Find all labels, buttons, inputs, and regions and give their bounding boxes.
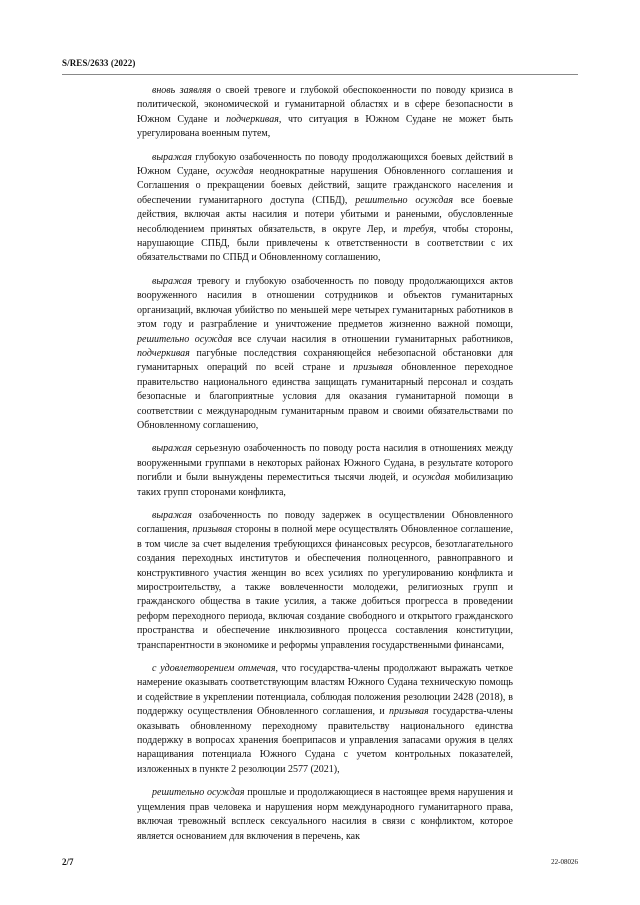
paragraph-text: обновленное переходное правительство национального единства защищать гуманитарный персонал и создать безопасные и благоприятные условия для оказания гуманитарной помощи в соответствии с международным гуманитарным правом и своими обязательствами по Обновленному соглашению, (137, 362, 513, 431)
paragraph-text: стороны в полной мере осуществлять Обновленное соглашение, в том числе за счет выделения требующихся финансовых ресурсов, безотлагательного создания переходных институтов и обеспечения полноценного, равноправного и конструктивного участия женщин во всех усилиях по урегулированию конфликта и миростроительству, а также вовлеченности молодежи, религиозных групп и гражданского общества в такие усилия, а также добиться прогресса в проведении реформ переходного периода, включая создание свободного и открытого гражданского пространства и обеспечение инклюзивного процесса составления конституции, транспарентности в экономике и реформы управления государственными финансами, (137, 524, 513, 651)
operative-phrase: вновь заявляя (152, 85, 212, 96)
operative-phrase: требуя (403, 223, 434, 235)
paragraph-text: , что ситуация в Южном Судане не может быть урегулирована военным путем, (137, 113, 513, 140)
operative-phrase: решительно осуждая (137, 333, 233, 345)
paragraph-text: озабоченность по поводу задержек в осуществлении Обновленного соглашения, (137, 509, 513, 536)
paragraph-text: , чтобы стороны, нарушающие СПБД, были привлечены к ответственности в соответствии с их обязательствами по СПБД и Обновленному соглашению, (137, 223, 513, 264)
operative-phrase: осуждая (215, 166, 254, 178)
preamble-paragraph (137, 151, 513, 266)
paragraph-text: о своей тревоге и глубокой обеспокоенности по поводу кризиса в политической, экономической и гуманитарной областях и в сфере безопасности в Южном Судане и (137, 85, 514, 125)
operative-phrase: решительно осуждая (355, 194, 453, 206)
preamble-paragraph (137, 786, 513, 844)
preamble-paragraph (137, 84, 513, 142)
preamble-paragraph (137, 442, 513, 500)
operative-phrase: подчеркивая (226, 113, 279, 125)
operative-phrase: осуждая (412, 472, 450, 484)
operative-phrase: призывая (389, 706, 429, 718)
document-symbol: S/RES/2633 (2022) (62, 58, 136, 68)
operative-phrase: выражая (152, 509, 192, 521)
paragraph-text: тревогу и глубокую озабоченность по поводу продолжающихся актов вооруженного насилия в отношении сотрудников и объектов гуманитарных организаций, включая убийство по меньшей мере четырех гуманитарных работников в этом году и разграбление и уничтожение предметов жизненно важной помощи, (137, 275, 513, 331)
paragraph-text: прошлые и продолжающиеся в настоящее время нарушения и ущемления прав человека и нарушения норм международного гуманитарного права, включая тревожный всплеск сексуального насилия в связи с конфликтом, которое является основанием для включения в перечень, как (137, 787, 514, 842)
preamble-paragraph (137, 662, 513, 777)
operative-phrase: выражая (152, 275, 192, 287)
paragraph-text: неоднократные нарушения Обновленного соглашения и Соглашения о прекращении боевых действий, защите гражданского населения и обеспечении гуманитарного доступа (СПБД), (137, 166, 514, 206)
paragraph-text: все случаи насилия в отношении гуманитарных работников, (232, 333, 513, 345)
document-number: 22-08026 (551, 858, 578, 866)
header-divider (62, 74, 578, 75)
preamble-paragraph (137, 275, 513, 433)
operative-phrase: призывая (353, 362, 393, 374)
paragraph-text: , что государства-члены продолжают выражать четкое намерение оказывать соответствующим властям Южного Судана техническую помощь и содействие в укреплении потенциала, соблюдая положения резолюции 2428 (2018), в поддержку осуществления Обновленного соглашения, и (137, 663, 513, 718)
preamble-paragraph (137, 509, 513, 653)
paragraph-text: все боевые действия, включая акты насилия и потери убитыми и ранеными, обусловленные несоблюдением принятых обязательств, в округе Лер, и (137, 194, 513, 235)
paragraph-text: пагубные последствия сохраняющейся небезопасной обстановки для гуманитарных операций по всей стране и (137, 347, 513, 374)
paragraph-text: серьезную озабоченность по поводу роста насилия в отношениях между вооруженными группами в некоторых районах Южного Судана, в результате которого погибли и были вынуждены переместиться тысячи людей, и (137, 443, 513, 484)
paragraph-text: глубокую озабоченность по поводу продолжающихся боевых действий в Южном Судане, (137, 151, 513, 178)
page-number: 2/7 (62, 857, 74, 867)
operative-phrase: с удовлетворением отмечая (152, 663, 276, 675)
operative-phrase: решительно осуждая (152, 787, 245, 799)
paragraph-text: государства-члены оказывать обновленному переходному правительству национального единства поддержку в вопросах хранения боеприпасов и управления запасами оружия в целях наращивания потенциала Южного Судана с учетом контрольных показателей, изложенных в пункте 2 резолюции 2577 (2021), (137, 706, 513, 775)
operative-phrase: выражая (152, 151, 192, 163)
operative-phrase: призывая (192, 524, 233, 536)
operative-phrase: подчеркивая (137, 347, 190, 359)
paragraph-text: мобилизацию таких групп сторонами конфликта, (137, 472, 514, 498)
document-body (137, 84, 513, 853)
operative-phrase: выражая (152, 443, 192, 455)
